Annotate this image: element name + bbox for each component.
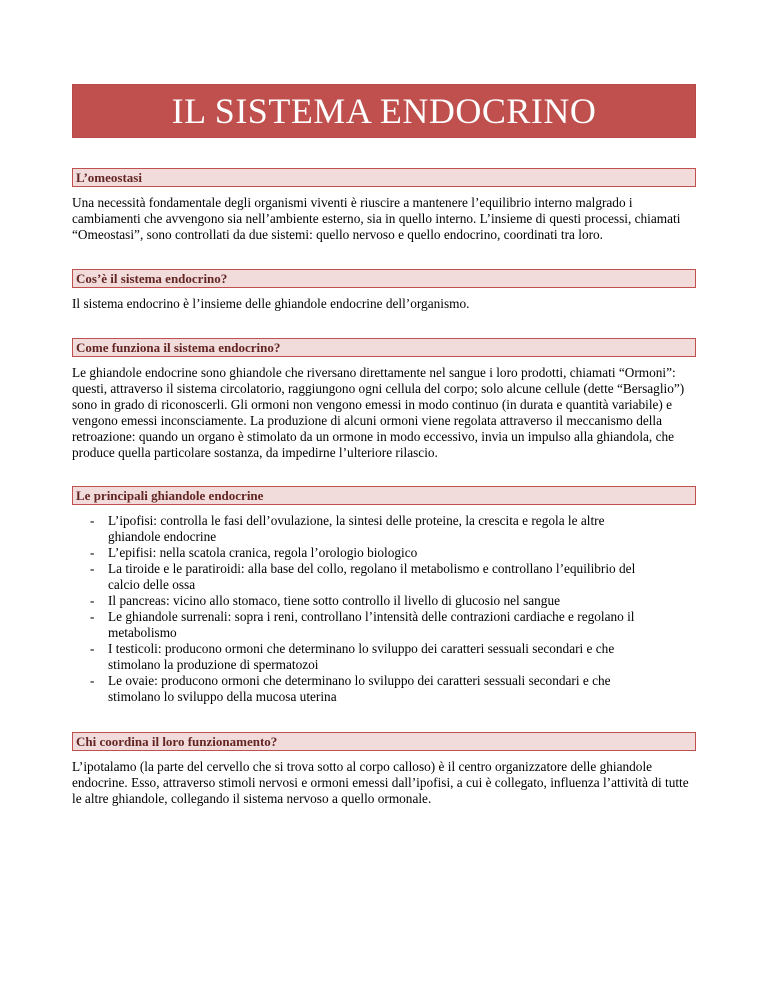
list-item-text: Il pancreas: vicino allo stomaco, tiene sotto controllo il livello di glucosio nel sangue xyxy=(108,593,560,608)
list-item-text: L’ipofisi: controlla le fasi dell’ovulazione, la sintesi delle proteine, la crescita e regola le altre ghiandole endocrine xyxy=(108,513,605,544)
section-paragraph: Il sistema endocrino è l’insieme delle ghiandole endocrine dell’organismo. xyxy=(72,296,470,311)
section-coordination xyxy=(72,732,696,807)
list-item xyxy=(72,641,696,673)
list-item-text: Le ghiandole surrenali: sopra i reni, controllano l’intensità delle contrazioni cardiache e regolano il metabolismo xyxy=(108,609,635,640)
gland-list xyxy=(72,513,696,705)
document-page xyxy=(72,84,696,807)
list-dash: - xyxy=(90,561,95,576)
section-heading: Le principali ghiandole endocrine xyxy=(72,486,696,505)
section-heading: Chi coordina il loro funzionamento? xyxy=(72,732,696,751)
section-main-glands xyxy=(72,486,696,705)
section-paragraph: Una necessità fondamentale degli organismi viventi è riuscire a mantenere l’equilibrio interno malgrado i cambiamenti che avvengono sia nell’ambiente esterno, sia in quello interno. L’insieme di questi processi, chiamati “Omeostasi”, sono controllati da due sistemi: quello nervoso e quello endocrino, coordinati tra loro. xyxy=(72,195,681,242)
list-item xyxy=(72,561,696,593)
section-heading: Cos’è il sistema endocrino? xyxy=(72,269,696,288)
section-paragraph: L’ipotalamo (la parte del cervello che si trova sotto al corpo calloso) è il centro organizzatore delle ghiandole endocrine. Esso, attraverso stimoli nervosi e ormoni emessi dall’ipofisi, a cui è collegato, influenza l’attività di tutte le altre ghiandole, collegando il sistema nervoso a quello ormonale. xyxy=(72,759,689,806)
section-how-it-works xyxy=(72,338,696,461)
list-item-text: La tiroide e le paratiroidi: alla base del collo, regolano il metabolismo e controllano l’equilibrio del calcio delle ossa xyxy=(108,561,636,592)
list-item xyxy=(72,673,696,705)
list-item-text: Le ovaie: producono ormoni che determinano lo sviluppo dei caratteri sessuali secondari e che stimolano lo sviluppo della mucosa uterina xyxy=(108,673,611,704)
section-omeostasi xyxy=(72,168,696,243)
list-item-text: L’epifisi: nella scatola cranica, regola l’orologio biologico xyxy=(108,545,418,560)
list-dash: - xyxy=(90,593,95,608)
list-dash: - xyxy=(90,545,95,560)
list-item xyxy=(72,545,696,561)
list-item xyxy=(72,593,696,609)
section-paragraph: Le ghiandole endocrine sono ghiandole che riversano direttamente nel sangue i loro prodotti, chiamati “Ormoni”: questi, attraverso il sistema circolatorio, raggiungono ogni cellula del corpo; solo alcune cellule (dette “Bersaglio”) sono in grado di riconoscerli. Gli ormoni non vengono emessi in modo continuo (in durata e quantità variabile) e vengono emessi inconsciamente. La produzione di alcuni ormoni viene regolata attraverso il meccanismo della retroazione: quando un organo è stimolato da un ormone in modo eccessivo, invia un impulso alla ghiandola, che produce quella particolare sostanza, da impedirne l’ulteriore rilascio. xyxy=(72,365,685,460)
list-item xyxy=(72,513,696,545)
list-dash: - xyxy=(90,673,95,688)
section-heading: L’omeostasi xyxy=(72,168,696,187)
section-definition xyxy=(72,269,696,312)
section-heading: Come funziona il sistema endocrino? xyxy=(72,338,696,357)
list-dash: - xyxy=(90,609,95,624)
list-item-text: I testicoli: producono ormoni che determinano lo sviluppo dei caratteri sessuali secondari e che stimolano la produzione di spermatozoi xyxy=(108,641,615,672)
list-dash: - xyxy=(90,641,95,656)
document-title: IL SISTEMA ENDOCRINO xyxy=(72,84,696,138)
list-item xyxy=(72,609,696,641)
list-dash: - xyxy=(90,513,95,528)
